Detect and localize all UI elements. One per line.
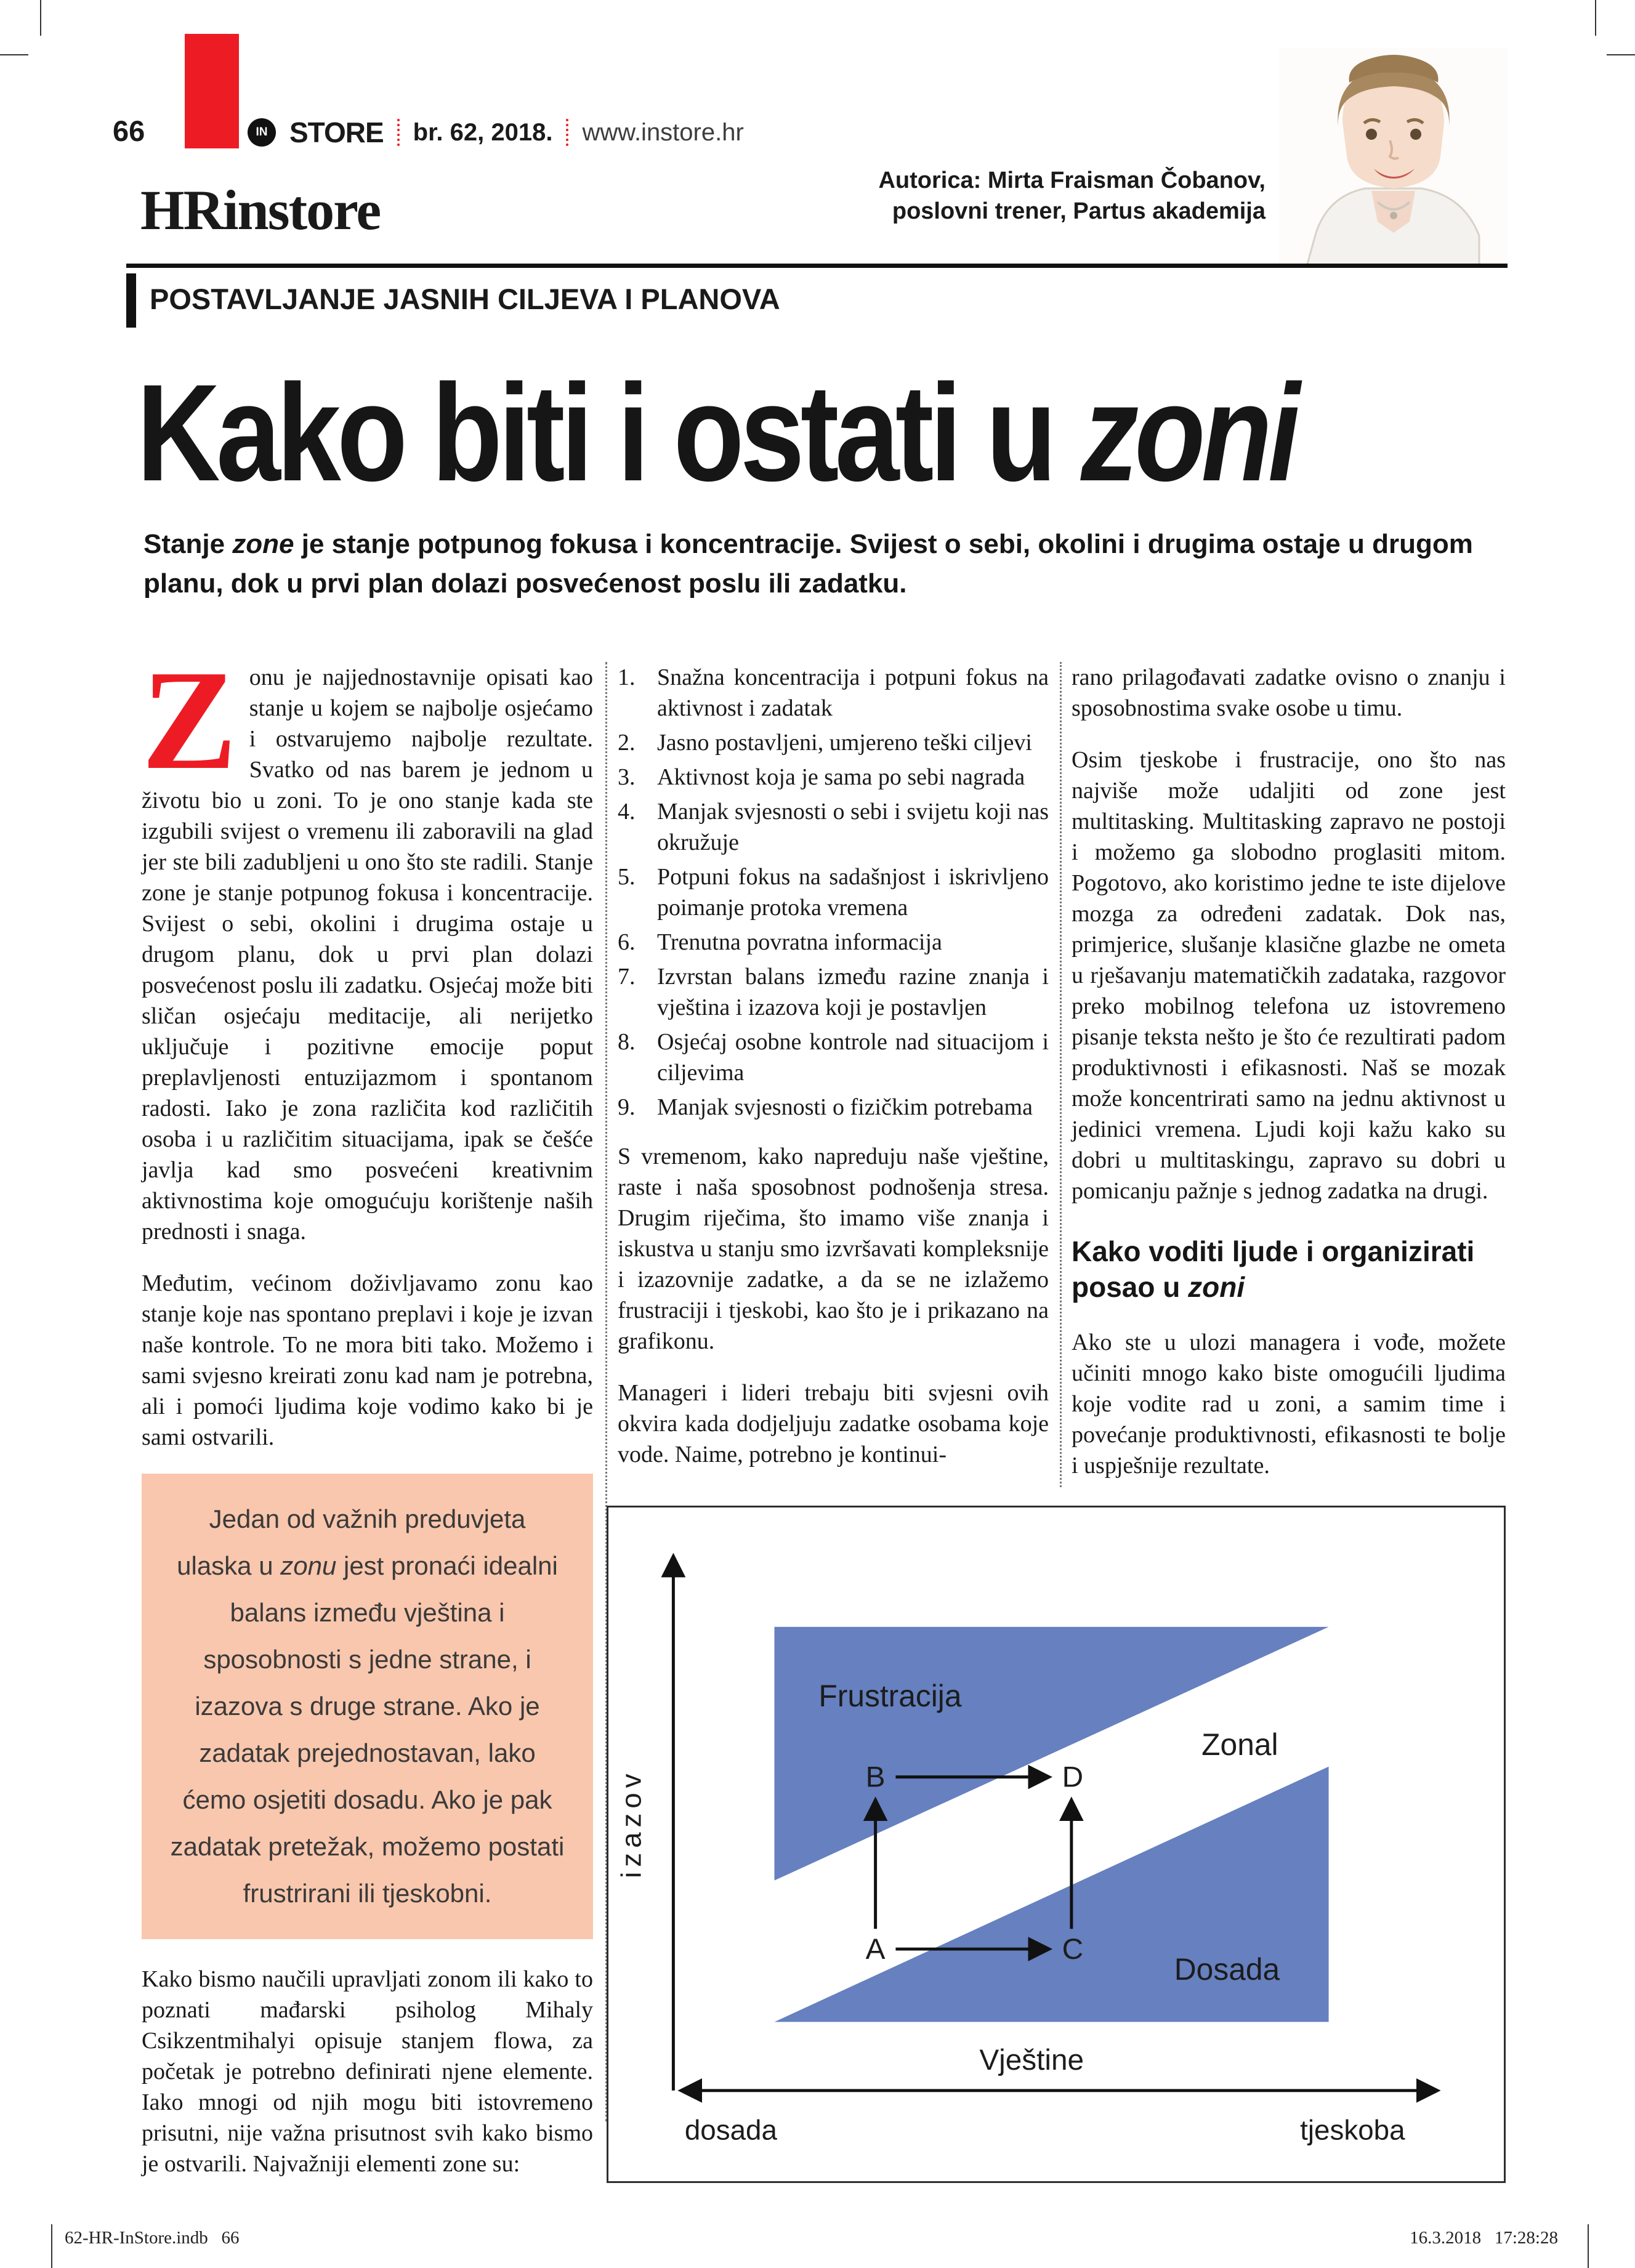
column-right	[1072, 662, 1506, 1502]
list-text: Osjećaj osobne kontrole nad situacijom i ciljevima	[657, 1029, 1049, 1086]
paragraph: Ako ste u ulozi managera i vođe, možete učiniti mnogo kako biste omogućili ljudima koje vodite rad u zoni, a samim time i povećanje produktivnosti, efikasnosti te bolje i uspješnije rezultate.	[1072, 1330, 1506, 1479]
crop-mark	[0, 54, 28, 55]
list-number: 6.	[618, 929, 636, 955]
x-axis-right-end-label: tjeskoba	[1300, 2114, 1405, 2146]
region-label-frustracija: Frustracija	[818, 1679, 962, 1714]
box-text-italic: zonu	[280, 1551, 337, 1580]
list-item	[618, 796, 1049, 858]
lead-post: je stanje potpunog fokusa i koncentracije. Svijest o sebi, okolini i drugima ostaje u drugom planu, dok u prvi plan dolazi posvećenost poslu ili zadatku.	[143, 529, 1473, 599]
page-number: 66	[113, 115, 145, 147]
header-rule	[126, 264, 1508, 268]
issue-number: br. 62, 2018.	[413, 118, 553, 146]
pull-quote-box	[142, 1474, 593, 1939]
paragraph: Kako bismo naučili upravljati zonom ili kako to poznati mađarski psiholog Mihaly Csikzentmihalyi opisuje stanjem flowa, za početak je potrebno definirati njene elemente. Iako mnogi od njih mogu biti istovremeno prisutni, nije važna prisutnost svih kako bismo je ostvarili. Najvažniji elementi zone su:	[142, 1966, 593, 2177]
point-label-b: B	[865, 1761, 886, 1794]
author-credit	[878, 165, 1266, 227]
dotted-separator-icon	[566, 119, 568, 146]
list-number: 1.	[618, 664, 636, 690]
crop-mark	[51, 2224, 52, 2268]
footer-file-info: 62-HR-InStore.indb 66	[65, 2228, 240, 2248]
article-title	[137, 354, 1296, 513]
list-item	[618, 662, 1049, 724]
list-text: Jasno postavljeni, umjereno teški ciljevi	[657, 730, 1032, 756]
kicker-bar	[126, 273, 136, 328]
subhead-italic: zoni	[1188, 1271, 1245, 1303]
column-separator	[1060, 662, 1062, 1487]
paragraph: rano prilagođavati zadatke ovisno o znanju i sposobnostima svake osobe u timu.	[1072, 664, 1506, 721]
numbered-list	[618, 662, 1049, 1123]
crop-mark	[40, 0, 41, 36]
region-label-zonal: Zonal	[1201, 1727, 1278, 1762]
article-lead	[143, 525, 1511, 603]
list-number: 7.	[618, 964, 636, 990]
region-label-dosada: Dosada	[1174, 1951, 1280, 1987]
list-text: Snažna koncentracija i potpuni fokus na aktivnost i zadatak	[657, 664, 1049, 721]
paragraph: S vremenom, kako napreduju naše vještine, raste i naša sposobnost podnošenja stresa. Drugim riječima, što imamo više znanja i iskustva u stanju smo izvršavati kompleksnije i izazovnije zadatke, a da se ne izlažemo frustraciji i tjeskobi, kao što je i prikazano na grafikonu.	[618, 1144, 1049, 1354]
crop-mark	[1607, 54, 1635, 55]
list-number: 4.	[618, 799, 636, 825]
paragraph: Manageri i lideri trebaju biti svjesni ovih okvira kada dodjeljuju zadatke osobama koje vode. Naime, potrebno je kontinui-	[618, 1380, 1049, 1467]
point-label-a: A	[865, 1932, 886, 1966]
instore-red-block	[185, 34, 239, 148]
paragraph: Osim tjeskobe i frustracije, ono što nas najviše može udaljiti od zone jest multitasking. Multitasking zapravo ne postoji i možemo ga slobodno proglasiti mitom. Pogotovo, ako koristimo jedne te iste dijelove mozga za određeni zadatak. Dok nas, primjerice, slušanje klasične glazbe ne ometa u rješavanju matematičkih zadataka, razgovor preko mobilnog telefona uz istovremeno pisanje teksta nešto je što će rezultirati padom produktivnosti i efikasnosti. Naš se mozak može koncentrirati samo na jednu aktivnost u jedinici vremena. Ljudi koji kažu kako su dobri u multitaskingu, zapravo su dobri u pomicanju pažnje s jednog zadatka na drugi.	[1072, 747, 1506, 1204]
instore-in-icon: IN	[248, 118, 276, 147]
footer-timestamp: 16.3.2018 17:28:28	[1410, 2228, 1558, 2248]
dotted-separator-icon	[397, 119, 400, 146]
paragraph-text: onu je najjednostavnije opisati kao stanje u kojem se najbolje osjećamo i ostvarujemo najbolje rezultate. Svatko od nas barem je jednom u životu bio u zoni. To je ono stanje kada ste izgubili svijest o vremenu ili zaboravili na glad jer ste bili zadubljeni u ono što ste radili. Stanje zone je stanje potpunog fokusa i koncentracije. Svijest o sebi, okolini i drugima ostaje u drugom planu, dok u prvi plan dolazi posvećenost poslu ili zadatku. Osjećaj može biti sličan osjećaju meditacije, ali nerijetko uključuje i pozitivne emocije poput preplavljenosti entuzijazmom i spontanom radosti. Iako je zona različita kod različitih osoba i u različitim situacijama, ipak se češće javlja kad smo posvećeni kreativnim aktivnostima koje omogućuju korištenje naših prednosti i snaga.	[142, 664, 593, 1245]
y-axis-label: izazov	[615, 1769, 647, 1878]
instore-logo-row	[248, 116, 744, 149]
paragraph	[142, 641, 593, 1247]
x-axis-left-end-label: dosada	[684, 2114, 777, 2146]
author-name: Autorica: Mirta Fraisman Čobanov,	[878, 167, 1266, 193]
list-text: Manjak svjesnosti o fizičkim potrebama	[657, 1094, 1033, 1120]
list-number: 5.	[618, 864, 636, 890]
flow-zone-chart	[607, 1506, 1506, 2183]
x-axis-label: Vještine	[979, 2043, 1084, 2076]
list-number: 8.	[618, 1029, 636, 1055]
article-title-italic: zoni	[1081, 356, 1296, 511]
list-item	[618, 762, 1049, 793]
author-role: poslovni trener, Partus akademija	[892, 198, 1266, 224]
point-label-c: C	[1062, 1932, 1084, 1966]
lead-pre: Stanje	[143, 529, 233, 559]
list-text: Izvrstan balans između razine znanja i vještina i izazova koji je postavljen	[657, 964, 1049, 1020]
drop-cap: Z	[142, 641, 237, 799]
list-text: Trenutna povratna informacija	[657, 929, 942, 955]
list-item	[618, 1027, 1049, 1088]
article-title-main: Kako biti i ostati u	[137, 356, 1081, 511]
subhead-main: Kako voditi ljude i organizirati posao u	[1072, 1235, 1475, 1303]
column-left	[142, 641, 593, 2200]
box-text-pre: Jedan od važnih preduvjeta ulaska u	[177, 1504, 526, 1580]
list-text: Aktivnost koja je sama po sebi nagrada	[657, 764, 1025, 790]
website-url: www.instore.hr	[582, 118, 744, 146]
instore-logo-text: STORE	[289, 116, 384, 148]
point-label-d: D	[1062, 1761, 1084, 1794]
list-item	[618, 927, 1049, 958]
list-number: 2.	[618, 730, 636, 756]
list-number: 9.	[618, 1094, 636, 1120]
box-text-post: jest pronaći idealni balans između vještina i sposobnosti s jedne strane, i izazova s druge strane. Ako je zadatak prejednostavan, lako ćemo osjetiti dosadu. Ako je pak zadatak pretežak, možemo postati frustrirani ili tjeskobni.	[170, 1551, 565, 1908]
list-number: 3.	[618, 764, 636, 790]
lead-italic: zone	[232, 529, 294, 559]
list-item	[618, 1092, 1049, 1123]
column-middle	[618, 662, 1049, 1491]
crop-mark	[1588, 2224, 1589, 2268]
list-item	[618, 727, 1049, 758]
list-text: Manjak svjesnosti o sebi i svijetu koji nas okružuje	[657, 799, 1049, 855]
sub-heading	[1072, 1233, 1506, 1305]
paragraph: Međutim, većinom doživljavamo zonu kao stanje koje nas spontano preplavi i koje je izvan naše kontrole. To ne mora biti tako. Možemo i sami svjesno kreirati zonu kad nam je potrebna, ali i pomoći ljudima koje vodimo kako bi je sami ostvarili.	[142, 1270, 593, 1450]
list-item	[618, 862, 1049, 923]
crop-mark	[1595, 0, 1596, 36]
list-text: Potpuni fokus na sadašnjost i iskrivljeno poimanje protoka vremena	[657, 864, 1049, 921]
list-item	[618, 961, 1049, 1023]
kicker: POSTAVLJANJE JASNIH CILJEVA I PLANOVA	[150, 283, 780, 315]
section-title: HRinstore	[140, 179, 381, 241]
author-photo	[1279, 48, 1508, 266]
